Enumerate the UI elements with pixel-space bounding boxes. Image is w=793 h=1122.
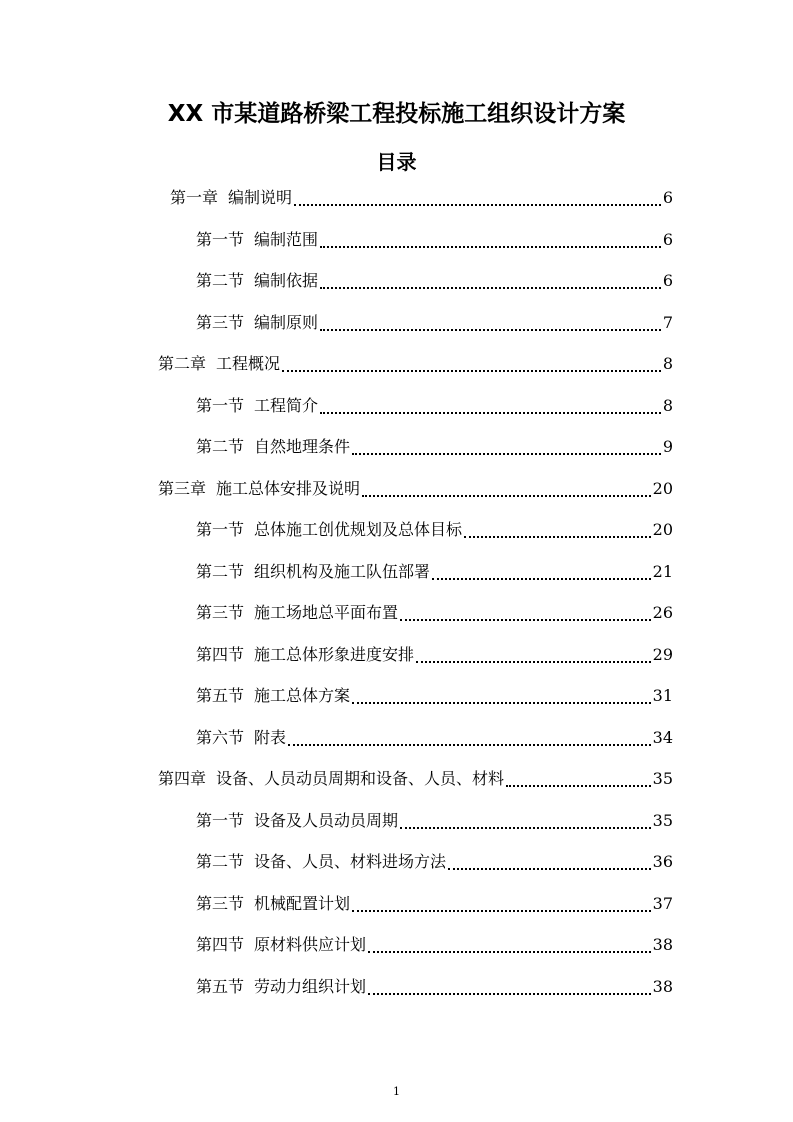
toc-entry-page: 6 <box>662 271 673 290</box>
toc-entry-number: 第二节 <box>196 271 245 290</box>
toc-entry-page: 36 <box>652 852 673 871</box>
toc-entry-number: 第四节 <box>196 644 245 664</box>
toc-leader-dots <box>320 412 661 414</box>
toc-leader-dots <box>506 785 651 787</box>
toc-chapter-entry[interactable] <box>158 477 673 501</box>
toc-entry-label: 工程简介 <box>254 395 319 415</box>
toc-section-entry[interactable] <box>196 643 673 667</box>
toc-leader-dots <box>400 619 651 621</box>
toc-entry-number: 第六节 <box>196 727 245 747</box>
toc-entry-label: 编制范围 <box>254 229 319 249</box>
toc-entry-page: 35 <box>652 810 673 830</box>
toc-entry-number: 第一节 <box>196 520 245 539</box>
toc-leader-dots <box>368 993 651 995</box>
toc-entry-label: 原材料供应计划 <box>254 935 367 954</box>
toc-entry-number: 第四节 <box>196 935 245 954</box>
toc-entry-number: 第一节 <box>196 229 245 249</box>
toc-entry-number: 第五节 <box>196 976 245 996</box>
toc-entry-page: 35 <box>652 769 673 788</box>
toc-leader-dots <box>464 536 651 538</box>
toc-entry-label: 设备、人员、材料进场方法 <box>254 852 447 871</box>
toc-entry-number: 第二节 <box>196 561 245 581</box>
toc-entry-label: 工程概况 <box>216 354 281 373</box>
toc-section-entry[interactable] <box>196 892 673 916</box>
toc-entry-label: 机械配置计划 <box>254 893 351 913</box>
toc-leader-dots <box>352 453 661 455</box>
document-title: XX 市某道路桥梁工程投标施工组织设计方案 <box>167 101 626 127</box>
toc-entry-label: 劳动力组织计划 <box>254 976 367 996</box>
toc-heading: 目录 <box>376 150 417 174</box>
toc-section-entry[interactable] <box>196 394 673 418</box>
toc-section-entry[interactable] <box>196 435 673 459</box>
toc-entry-page: 6 <box>662 229 673 249</box>
toc-entry-page: 8 <box>662 395 673 415</box>
toc-chapter-entry[interactable] <box>170 186 673 210</box>
toc-section-entry[interactable] <box>196 933 673 957</box>
toc-leader-dots <box>320 329 661 331</box>
toc-entry-page: 9 <box>662 437 673 456</box>
toc-entry-page: 20 <box>652 478 673 498</box>
toc-section-entry[interactable] <box>196 560 673 584</box>
toc-leader-dots <box>400 827 651 829</box>
toc-leader-dots <box>416 661 651 663</box>
toc-entry-label: 编制原则 <box>254 312 319 332</box>
toc-entry-number: 第五节 <box>196 686 245 705</box>
toc-entry-number: 第三节 <box>196 893 245 913</box>
toc-leader-dots <box>362 495 651 497</box>
toc-section-entry[interactable] <box>196 269 673 293</box>
toc-entry-label: 总体施工创优规划及总体目标 <box>254 520 463 539</box>
toc-section-entry[interactable] <box>196 850 673 874</box>
toc-entry-page: 21 <box>652 561 673 581</box>
toc-entry-label: 施工场地总平面布置 <box>254 603 399 622</box>
toc-entry-label: 设备及人员动员周期 <box>254 810 399 830</box>
toc-entry-page: 31 <box>652 686 673 705</box>
toc-leader-dots <box>288 744 651 746</box>
toc-entry-label: 自然地理条件 <box>254 437 351 456</box>
toc-entry-page: 8 <box>662 354 673 373</box>
toc-section-entry[interactable] <box>196 726 673 750</box>
toc-entry-page: 34 <box>652 727 673 747</box>
toc-entry-number: 第一节 <box>196 395 245 415</box>
toc-leader-dots <box>320 246 661 248</box>
toc-section-entry[interactable] <box>196 518 673 542</box>
toc-leader-dots <box>352 910 651 912</box>
toc-entry-page: 38 <box>652 935 673 954</box>
toc-entry-page: 26 <box>652 603 673 622</box>
toc-section-entry[interactable] <box>196 601 673 625</box>
toc-section-entry[interactable] <box>196 809 673 833</box>
page-number: 1 <box>393 1085 400 1098</box>
toc-leader-dots <box>368 951 651 953</box>
toc-entry-number: 第二章 <box>158 354 207 373</box>
toc-leader-dots <box>432 578 651 580</box>
toc-entry-number: 第三节 <box>196 603 245 622</box>
toc-entry-page: 7 <box>662 312 673 332</box>
toc-entry-label: 施工总体方案 <box>254 686 351 705</box>
toc-section-entry[interactable] <box>196 684 673 708</box>
toc-leader-dots <box>320 287 661 289</box>
toc-leader-dots <box>282 370 661 372</box>
toc-entry-page: 38 <box>652 976 673 996</box>
toc-entry-label: 组织机构及施工队伍部署 <box>254 561 431 581</box>
toc-entry-page: 6 <box>662 188 673 207</box>
toc-entry-label: 施工总体安排及说明 <box>216 478 361 498</box>
toc-entry-page: 20 <box>652 520 673 539</box>
toc-entry-label: 编制说明 <box>228 188 293 207</box>
toc-section-entry[interactable] <box>196 975 673 999</box>
toc-entry-page: 37 <box>652 893 673 913</box>
toc-leader-dots <box>294 204 661 206</box>
toc-leader-dots <box>448 868 651 870</box>
toc-entry-number: 第四章 <box>158 769 207 788</box>
toc-entry-number: 第二节 <box>196 437 245 456</box>
toc-entry-number: 第一章 <box>170 188 219 207</box>
toc-section-entry[interactable] <box>196 311 673 335</box>
toc-entry-label: 设备、人员动员周期和设备、人员、材料 <box>216 769 505 788</box>
toc-section-entry[interactable] <box>196 228 673 252</box>
toc-entry-number: 第二节 <box>196 852 245 871</box>
toc-entry-label: 编制依据 <box>254 271 319 290</box>
toc-entry-label: 附表 <box>254 727 287 747</box>
toc-entry-label: 施工总体形象进度安排 <box>254 644 415 664</box>
toc-chapter-entry[interactable] <box>158 767 673 791</box>
toc-entry-number: 第三章 <box>158 478 207 498</box>
toc-entry-number: 第三节 <box>196 312 245 332</box>
toc-entry-number: 第一节 <box>196 810 245 830</box>
toc-leader-dots <box>352 702 651 704</box>
toc-chapter-entry[interactable] <box>158 352 673 376</box>
toc-entry-page: 29 <box>652 644 673 664</box>
